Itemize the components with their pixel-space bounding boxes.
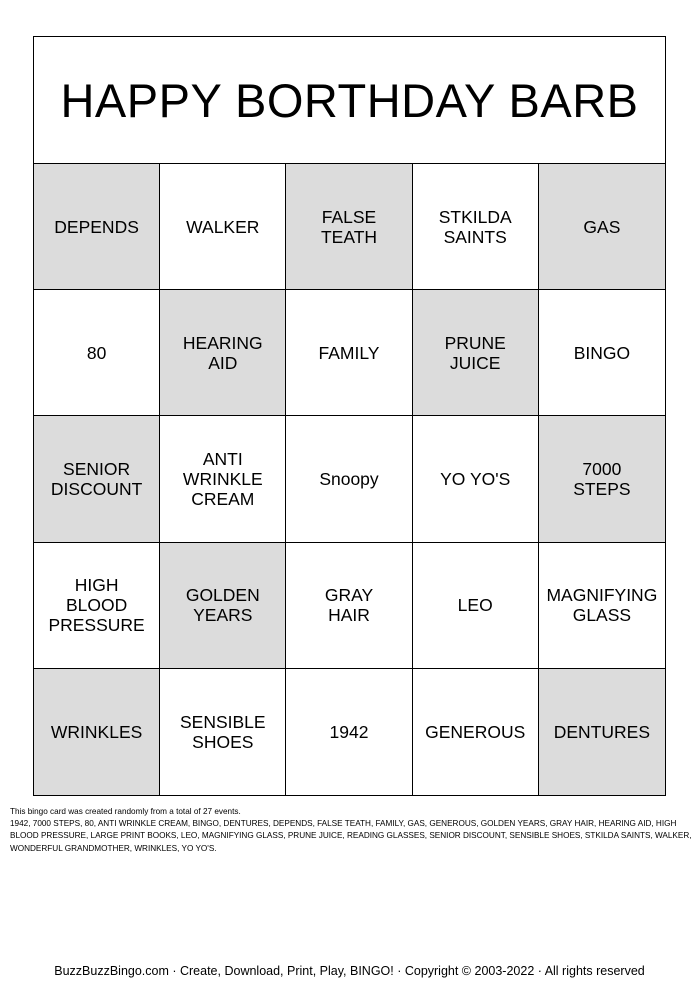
footer-copyright: BuzzBuzzBingo.com · Create, Download, Print, Play, BINGO! · Copyright © 2003-2022 · All rights reserved: [54, 964, 645, 978]
bingo-cell[interactable]: HIGH BLOOD PRESSURE: [34, 543, 160, 669]
bingo-cell[interactable]: LEO: [413, 543, 539, 669]
bingo-card: [33, 36, 666, 796]
bingo-cell[interactable]: GOLDEN YEARS: [160, 543, 286, 669]
info-events-list: 1942, 7000 STEPS, 80, ANTI WRINKLE CREAM, BINGO, DENTURES, DEPENDS, FALSE TEATH, FAMILY, GAS, GENEROUS, GOLDEN YEARS, GRAY HAIR, HEARING AID, HIGH BLOOD PRESSURE, LARGE PRINT BOOKS, LEO, MAGNIFYING GLASS, PRUNE JUICE, READING GLASSES, SENIOR DISCOUNT, SENSIBLE SHOES, STKILDA SAINTS, WALKER, WONDERFUL GRANDMOTHER, WRINKLES, YO YO'S.: [10, 819, 692, 853]
bingo-cell[interactable]: DENTURES: [539, 669, 665, 795]
bingo-cell[interactable]: ANTI WRINKLE CREAM: [160, 416, 286, 542]
bingo-cell[interactable]: HEARING AID: [160, 290, 286, 416]
bingo-cell[interactable]: FALSE TEATH: [286, 164, 412, 290]
bingo-cell[interactable]: 7000 STEPS: [539, 416, 665, 542]
bingo-grid: [34, 164, 665, 795]
bingo-cell[interactable]: SENSIBLE SHOES: [160, 669, 286, 795]
bingo-cell[interactable]: 80: [34, 290, 160, 416]
bingo-cell[interactable]: DEPENDS: [34, 164, 160, 290]
bingo-cell[interactable]: YO YO'S: [413, 416, 539, 542]
bingo-cell[interactable]: BINGO: [539, 290, 665, 416]
bingo-cell[interactable]: GRAY HAIR: [286, 543, 412, 669]
bingo-cell[interactable]: Snoopy: [286, 416, 412, 542]
card-title: HAPPY BORTHDAY BARB: [34, 37, 665, 164]
bingo-cell[interactable]: GENEROUS: [413, 669, 539, 795]
bingo-cell[interactable]: 1942: [286, 669, 412, 795]
bingo-cell[interactable]: STKILDA SAINTS: [413, 164, 539, 290]
bingo-cell[interactable]: PRUNE JUICE: [413, 290, 539, 416]
card-info: [10, 806, 692, 855]
bingo-cell[interactable]: FAMILY: [286, 290, 412, 416]
bingo-cell[interactable]: MAGNIFYING GLASS: [539, 543, 665, 669]
bingo-cell[interactable]: GAS: [539, 164, 665, 290]
bingo-cell[interactable]: WALKER: [160, 164, 286, 290]
bingo-cell[interactable]: WRINKLES: [34, 669, 160, 795]
bingo-cell[interactable]: SENIOR DISCOUNT: [34, 416, 160, 542]
info-intro: This bingo card was created randomly from a total of 27 events.: [10, 807, 241, 816]
